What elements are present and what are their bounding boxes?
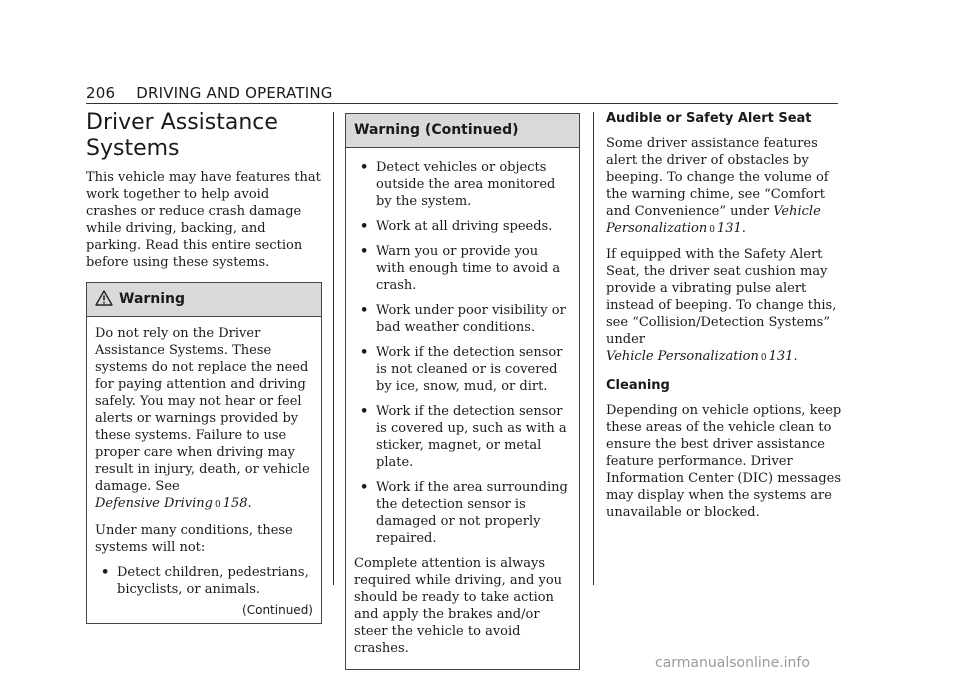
subheading-cleaning: Cleaning xyxy=(606,378,670,393)
column-3 xyxy=(606,110,842,528)
bullet-icon: • xyxy=(360,160,369,175)
page-ref-158[interactable]: 158 xyxy=(222,496,248,511)
bullet-icon: • xyxy=(360,404,369,419)
page-title: Driver Assistance Systems xyxy=(86,110,278,161)
warning-list xyxy=(95,564,313,598)
bullet-icon: • xyxy=(360,480,369,495)
bullet-icon: • xyxy=(360,219,369,234)
defensive-driving-link[interactable]: Defensive Driving xyxy=(95,496,213,511)
warning-triangle-icon xyxy=(95,290,113,306)
page-ref-arrow-icon: 0 xyxy=(709,225,715,235)
page-ref-arrow-icon: 0 xyxy=(760,353,767,363)
vehicle-personalization-link[interactable]: Vehicle Personalization xyxy=(606,349,759,364)
warning-continued-list xyxy=(354,159,571,547)
list-item: • Work if the detection sensor is not cleaned or is covered by ice, snow, mud, or dirt. xyxy=(360,345,563,394)
list-item: • Work if the detection sensor is covered up, such as with a sticker, magnet, or metal plate. xyxy=(360,404,567,470)
warning-title: Warning xyxy=(119,291,186,307)
column-divider-1 xyxy=(333,112,334,585)
warning-header xyxy=(87,283,321,317)
list-item: • Detect children, pedestrians, bicyclists, or animals. xyxy=(101,565,309,597)
closing-paragraph: Complete attention is always required while driving, and you should be ready to take action and apply the brakes and/or steer the vehicle to avoid crashes. xyxy=(354,556,563,656)
page-ref-131[interactable]: 131 xyxy=(768,349,794,364)
header-rule xyxy=(86,103,838,104)
bullet-icon: • xyxy=(101,565,110,580)
bullet-icon: • xyxy=(360,303,369,318)
bullet-icon: • xyxy=(360,244,369,259)
warning-paragraph: Do not rely on the Driver Assistance Systems. These systems do not replace the need for paying attention and driving safely. You may not hear or feel alerts or warnings provided by these systems. Failure to use proper care when driving may result in injury, death, or vehicle damage. See Defensive Driving 0 158. xyxy=(95,326,310,511)
section-title: DRIVING AND OPERATING xyxy=(136,84,333,102)
list-item: • Detect vehicles or objects outside the area monitored by the system. xyxy=(360,160,556,209)
warning-continued-header: Warning (Continued) xyxy=(346,114,579,148)
vehicle-personalization-link[interactable]: Vehicle Personalization xyxy=(606,204,821,236)
page-ref-131[interactable]: 131 xyxy=(716,221,742,236)
column-1 xyxy=(86,110,322,624)
page-ref-arrow-icon: 0 xyxy=(214,500,221,510)
continued-label: (Continued) xyxy=(242,603,313,617)
bullet-icon: • xyxy=(360,345,369,360)
list-item: • Work if the area surrounding the detection sensor is damaged or not properly repaired. xyxy=(360,480,568,546)
list-item: • Work under poor visibility or bad weather conditions. xyxy=(360,303,566,335)
warning-box xyxy=(86,282,322,624)
safety-seat-paragraph: If equipped with the Safety Alert Seat, the driver seat cushion may provide a vibrating pulse alert instead of beeping. To change this, see “Collision/Detection Systems” under Vehicle Personalization 0 131. xyxy=(606,247,837,364)
volume-paragraph: Some driver assistance features alert the driver of obstacles by beeping. To change the volume of the warning chime, see “Comfort and Convenience” under Vehicle Personalization 0 131. xyxy=(606,136,829,236)
cleaning-paragraph: Depending on vehicle options, keep these areas of the vehicle clean to ensure the best driver assistance feature performance. Driver Information Center (DIC) messages may display when the systems are unavailable or blocked. xyxy=(606,403,842,520)
conditions-intro: Under many conditions, these systems will not: xyxy=(95,523,293,555)
watermark: carmanualsonline.info xyxy=(655,655,810,671)
column-divider-2 xyxy=(593,112,594,585)
list-item: • Work at all driving speeds. xyxy=(360,219,553,234)
subheading-safety-alert-seat: Audible or Safety Alert Seat xyxy=(606,111,812,126)
intro-paragraph: This vehicle may have features that work together to help avoid crashes or reduce crash damage while driving, backing, and parking. Read this entire section before using these systems. xyxy=(86,170,321,270)
page-header xyxy=(86,84,333,102)
warning-continued-box xyxy=(345,113,580,670)
page-number: 206 xyxy=(86,84,116,102)
list-item: • Warn you or provide you with enough time to avoid a crash. xyxy=(360,244,561,293)
column-2 xyxy=(345,113,580,670)
